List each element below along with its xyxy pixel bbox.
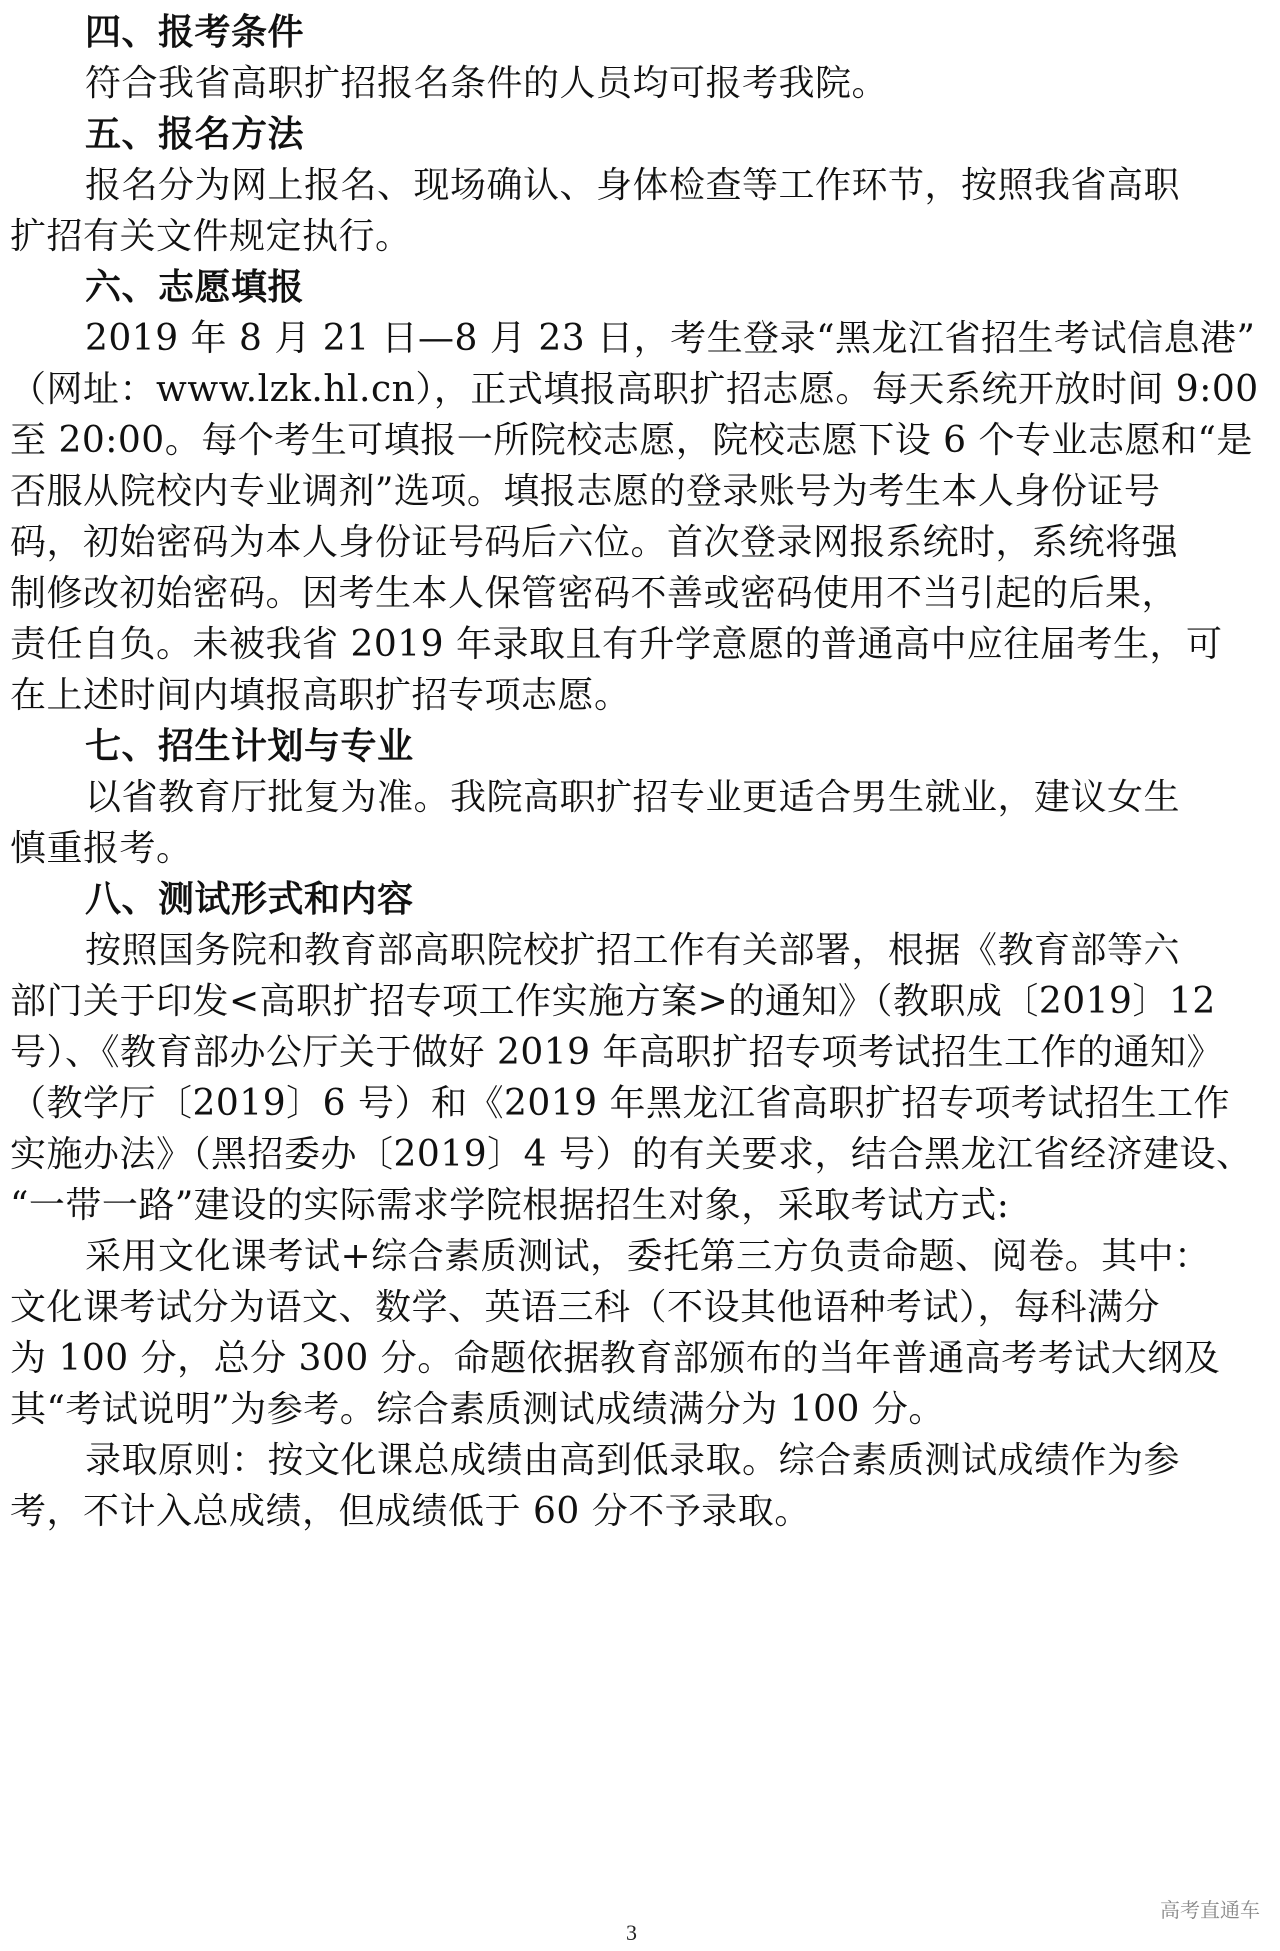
paragraph-line: 制修改初始密码。因考生本人保管密码不善或密码使用不当引起的后果， — [10, 573, 1179, 614]
paragraph-line: 慎重报考。 — [10, 828, 193, 869]
paragraph-line: 为 100 分，总分 300 分。命题依据教育部颁布的当年普通高考考试大纲及 — [10, 1338, 1221, 1379]
paragraph-line: 在上述时间内填报高职扩招专项志愿。 — [10, 675, 631, 716]
section-heading-4: 四、报考条件 — [85, 12, 305, 53]
paragraph-line: 至 20:00。每个考生可填报一所院校志愿，院校志愿下设 6 个专业志愿和“是 — [10, 420, 1253, 461]
paragraph-line: 报名分为网上报名、现场确认、身体检查等工作环节，按照我省高职 — [85, 165, 1181, 206]
section-heading-5: 五、报名方法 — [85, 114, 305, 155]
paragraph-line: 考，不计入总成绩，但成绩低于 60 分不予录取。 — [10, 1491, 811, 1532]
page-number: 3 — [626, 1920, 637, 1945]
paragraph-line: 号）、《教育部办公厅关于做好 2019 年高职扩招专项考试招生工作的通知》 — [10, 1032, 1224, 1073]
section-heading-7: 七、招生计划与专业 — [85, 726, 414, 767]
paragraph-line: 符合我省高职扩招报名条件的人员均可报考我院。 — [85, 63, 889, 104]
paragraph-line: 其“考试说明”为参考。综合素质测试成绩满分为 100 分。 — [10, 1389, 945, 1430]
paragraph-line: 2019 年 8 月 21 日—8 月 23 日，考生登录“黑龙江省招生考试信息港” — [85, 318, 1256, 359]
paragraph-line: 扩招有关文件规定执行。 — [10, 216, 412, 257]
section-heading-6: 六、志愿填报 — [85, 267, 305, 308]
paragraph-line: 责任自负。未被我省 2019 年录取且有升学意愿的普通高中应往届考生，可 — [10, 624, 1223, 665]
paragraph-line: 以省教育厅批复为准。我院高职扩招专业更适合男生就业，建议女生 — [85, 777, 1181, 818]
paragraph-line: 文化课考试分为语文、数学、英语三科（不设其他语种考试），每科满分 — [10, 1287, 1161, 1328]
section-heading-8: 八、测试形式和内容 — [85, 879, 414, 920]
paragraph-line: 录取原则：按文化课总成绩由高到低录取。综合素质测试成绩作为参 — [85, 1440, 1181, 1481]
paragraph-line: 否服从院校内专业调剂”选项。填报志愿的登录账号为考生本人身份证号 — [10, 471, 1161, 512]
watermark: 高考直通车 — [1160, 1898, 1260, 1922]
paragraph-line: 码，初始密码为本人身份证号码后六位。首次登录网报系统时，系统将强 — [10, 522, 1179, 563]
paragraph-line: 部门关于印发<高职扩招专项工作实施方案>的通知》（教职成〔2019〕12 — [10, 981, 1216, 1022]
paragraph-line: “一带一路”建设的实际需求学院根据招生对象，采取考试方式: — [10, 1185, 1010, 1226]
paragraph-line: 采用文化课考试+综合素质测试，委托第三方负责命题、阅卷。其中： — [85, 1236, 1211, 1277]
paragraph-line: 实施办法》（黑招委办〔2019〕4 号）的有关要求，结合黑龙江省经济建设、 — [10, 1134, 1253, 1175]
paragraph-line: 按照国务院和教育部高职院校扩招工作有关部署，根据《教育部等六 — [85, 930, 1181, 971]
paragraph-line: （教学厅〔2019〕6 号）和《2019 年黑龙江省高职扩招专项考试招生工作 — [10, 1083, 1231, 1124]
paragraph-line: （网址：www.lzk.hl.cn），正式填报高职扩招志愿。每天系统开放时间 9:00 — [10, 369, 1259, 410]
